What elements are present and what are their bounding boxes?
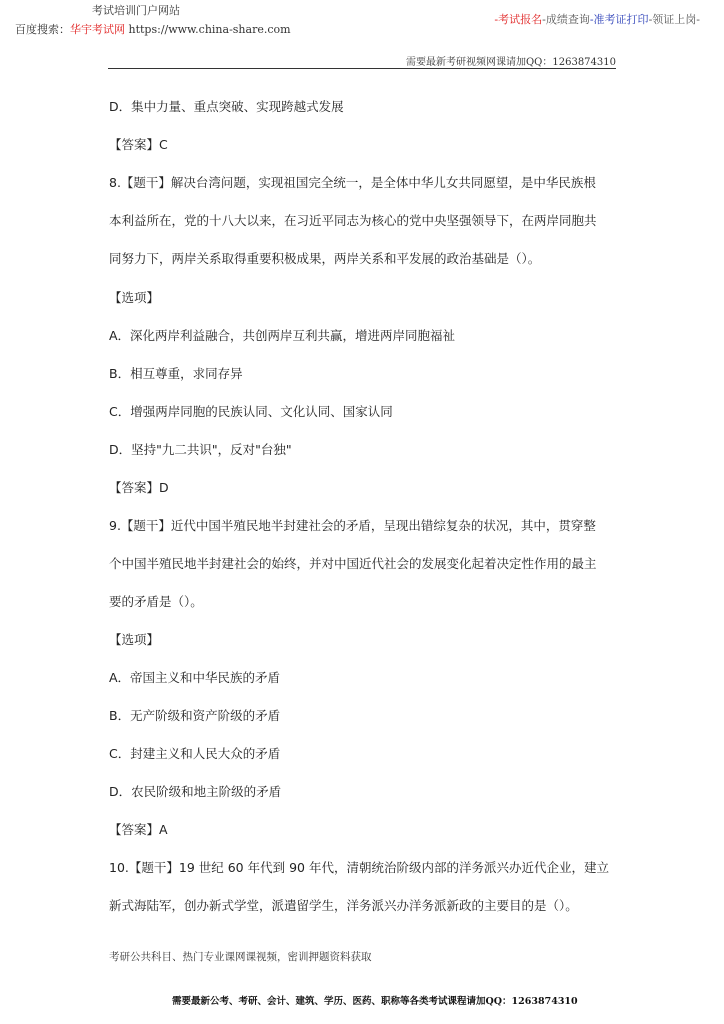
q9-options-label: 【选项】 — [109, 632, 160, 647]
q7-option-d: D．集中力量、重点突破、实现跨越式发展 — [109, 99, 344, 114]
header-contact: 需要最新考研视频网课请加QQ：1263874310 — [405, 57, 616, 68]
q8-stem-line-3: 同努力下，两岸关系取得重要积极成果，两岸关系和平发展的政治基础是（）。 — [109, 251, 541, 266]
q8-option-d: D．坚持"九二共识"，反对"台独" — [109, 442, 292, 457]
q9-option-b: B．无产阶级和资产阶级的矛盾 — [109, 708, 281, 723]
certificate-link[interactable]: -领证上岗- — [648, 13, 700, 26]
footer-contact: 需要最新公考、考研、会计、建筑、学历、医药、职称等各类考试课程请加QQ：1263874310 — [172, 996, 578, 1007]
q9-stem-line-1: 9.【题干】近代中国半殖民地半封建社会的矛盾，呈现出错综复杂的状况，其中，贯穿整 — [109, 518, 596, 533]
q10-stem-line-2: 新式海陆军，创办新式学堂，派遣留学生，洋务派兴办洋务派新政的主要目的是（）。 — [109, 898, 578, 913]
q9-stem-line-2: 个中国半殖民地半封建社会的始终，并对中国近代社会的发展变化起着决定性作用的最主 — [109, 556, 597, 571]
header-links — [494, 11, 700, 27]
exam-registration-link[interactable]: -考试报名 — [494, 13, 543, 26]
score-query-link[interactable]: -成绩查询 — [542, 13, 590, 26]
q9-stem-line-3: 要的矛盾是（）。 — [109, 594, 203, 609]
header-divider — [108, 68, 616, 69]
site-url-link[interactable]: https://www.china-share.com — [128, 23, 291, 36]
q8-options-label: 【选项】 — [109, 290, 160, 305]
admission-ticket-link[interactable]: -准考证打印 — [589, 13, 649, 26]
q8-stem-line-1: 8.【题干】解决台湾问题，实现祖国完全统一，是全体中华儿女共同愿望，是中华民族根 — [109, 175, 596, 190]
q8-option-b: B．相互尊重，求同存异 — [109, 366, 243, 381]
q9-option-d: D．农民阶级和地主阶级的矛盾 — [109, 784, 282, 799]
q8-stem-line-2: 本利益所在，党的十八大以来，在习近平同志为核心的党中央坚强领导下，在两岸同胞共 — [109, 213, 597, 228]
search-hint — [15, 21, 291, 37]
footer-note: 考研公共科目、热门专业课网课视频，密训押题资料获取 — [109, 951, 372, 963]
q9-option-c: C．封建主义和人民大众的矛盾 — [109, 746, 281, 761]
q10-stem-line-1: 10.【题干】19 世纪 60 年代到 90 年代，清朝统治阶级内部的洋务派兴办近代企业，建立 — [109, 860, 609, 875]
q8-option-a: A．深化两岸利益融合，共创两岸互利共赢，增进两岸同胞福祉 — [109, 328, 456, 343]
search-brand-link[interactable]: 华宇考试网 — [70, 23, 125, 36]
q9-answer: 【答案】A — [109, 822, 168, 837]
site-title: 考试培训门户网站 — [92, 4, 180, 17]
q9-option-a: A．帝国主义和中华民族的矛盾 — [109, 670, 281, 685]
q8-option-c: C．增强两岸同胞的民族认同、文化认同、国家认同 — [109, 404, 393, 419]
q8-answer: 【答案】D — [109, 480, 169, 495]
q7-answer: 【答案】C — [109, 137, 168, 152]
search-prefix: 百度搜索： — [15, 23, 70, 36]
